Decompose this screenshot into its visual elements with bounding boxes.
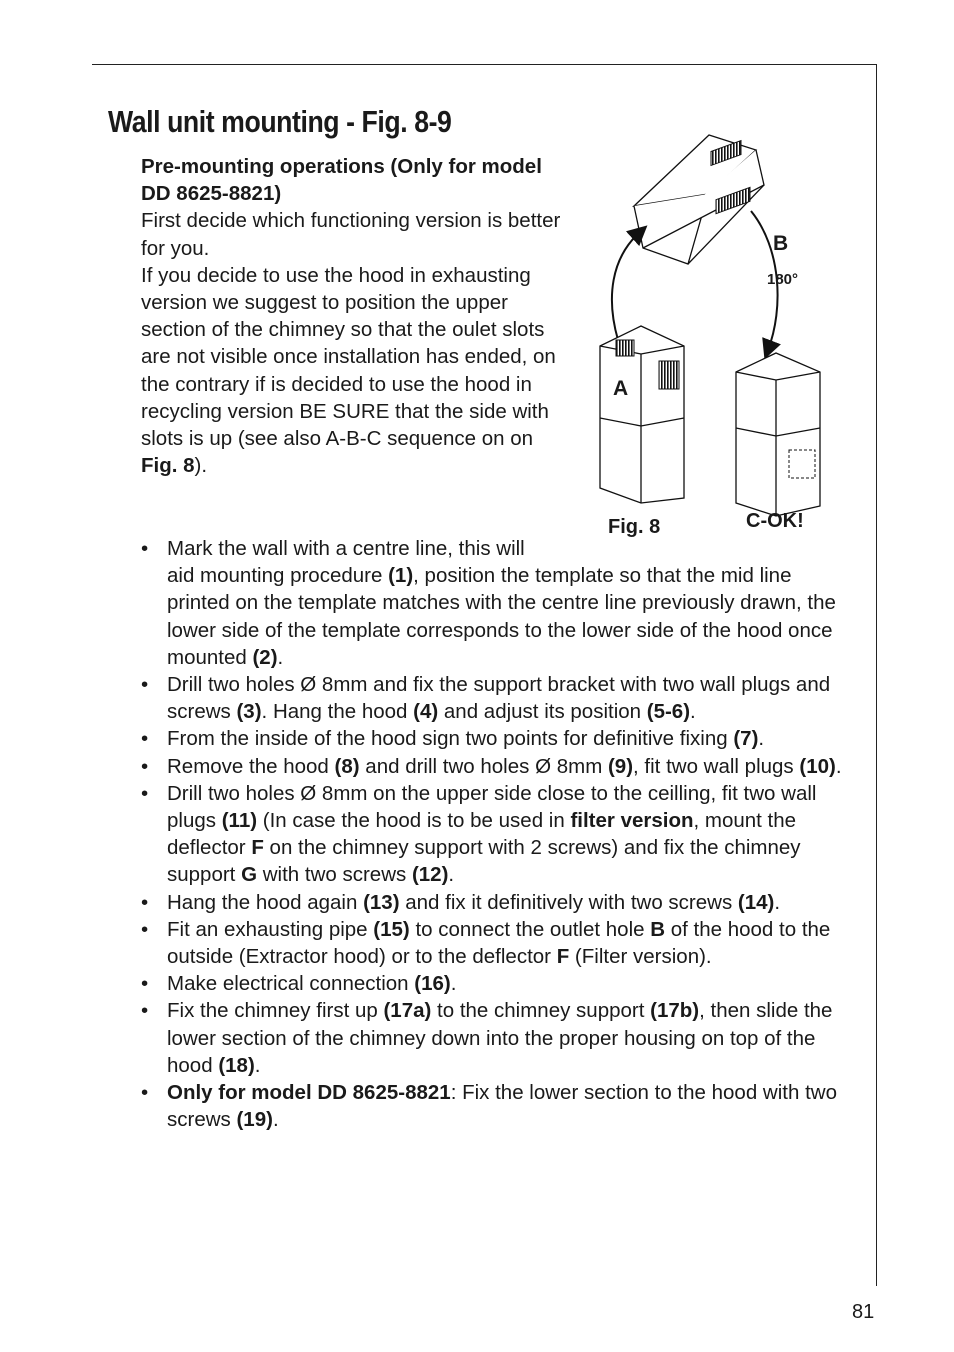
intro-paragraph-1: First decide which functioning version is better for you.: [141, 209, 561, 260]
chimney-illustration: [586, 128, 836, 546]
chimney-figure: [586, 128, 836, 546]
top-rule: [92, 64, 877, 65]
arrow-a: [612, 232, 640, 340]
intro-section: [141, 153, 571, 479]
figure-caption: Fig. 8: [608, 516, 661, 538]
chimney-a-top-slots: [616, 340, 634, 356]
page-number: 81: [852, 1301, 875, 1323]
list-item: • Fit an exhausting pipe (15) to connect the outlet hole B of the hood to the outside (Extractor hood) or to the deflector F (Filter version).: [141, 916, 846, 970]
label-b: B: [773, 232, 789, 255]
list-item: • Make electrical connection (16).: [141, 970, 846, 997]
chimney-a-slots: [659, 361, 679, 389]
list-item: • Remove the hood (8) and drill two holes Ø 8mm (9), fit two wall plugs (10).: [141, 753, 846, 780]
mounting-steps: [141, 535, 846, 1133]
list-item: • Drill two holes Ø 8mm and fix the support bracket with two wall plugs and screws (3). Hang the hood (4) and adjust its position (5-6).: [141, 671, 846, 725]
chimney-c: [736, 353, 820, 516]
intro-paragraph-2: If you decide to use the hood in exhausting version we suggest to position the upper section of the chimney so that the oulet slots are not visible once installation has ended, on the contrary if is decided to use the hood in recycling version BE SURE that the side with slots is up (see also A-B-C sequence on on Fig. 8).: [141, 263, 556, 478]
label-a: A: [613, 377, 629, 400]
rotation-label: 180°: [767, 271, 799, 288]
list-item: • Only for model DD 8625-8821: Fix the lower section to the hood with two screws (19).: [141, 1079, 846, 1133]
page-title: Wall unit mounting - Fig. 8-9: [108, 104, 452, 139]
intro-heading: Pre-mounting operations (Only for model DD 8625-8821): [141, 155, 542, 206]
list-item: • Fix the chimney first up (17a) to the chimney support (17b), then slide the lower section of the chimney down into the proper housing on top of the hood (18).: [141, 997, 846, 1079]
list-item: • From the inside of the hood sign two points for definitive fixing (7).: [141, 725, 846, 752]
chimney-a: [600, 326, 684, 503]
label-c-ok: C-OK!: [746, 510, 804, 532]
fig-reference: Fig. 8: [141, 454, 195, 478]
right-rule: [876, 64, 877, 1286]
list-item: • Hang the hood again (13) and fix it definitively with two screws (14).: [141, 889, 846, 916]
list-item: • Drill two holes Ø 8mm on the upper side close to the ceilling, fit two wall plugs (11) (In case the hood is to be used in filter version, mount the deflector F on the chimney support with 2 screws) and fix the chimney support G with two screws (12).: [141, 780, 846, 889]
list-item: • Mark the wall with a centre line, this will aid mounting procedure (1), position the template so that the mid line printed on the template matches with the centre line previously drawn, the lower side of the template corresponds to the lower side of the hood once mounted (2).: [141, 535, 846, 671]
